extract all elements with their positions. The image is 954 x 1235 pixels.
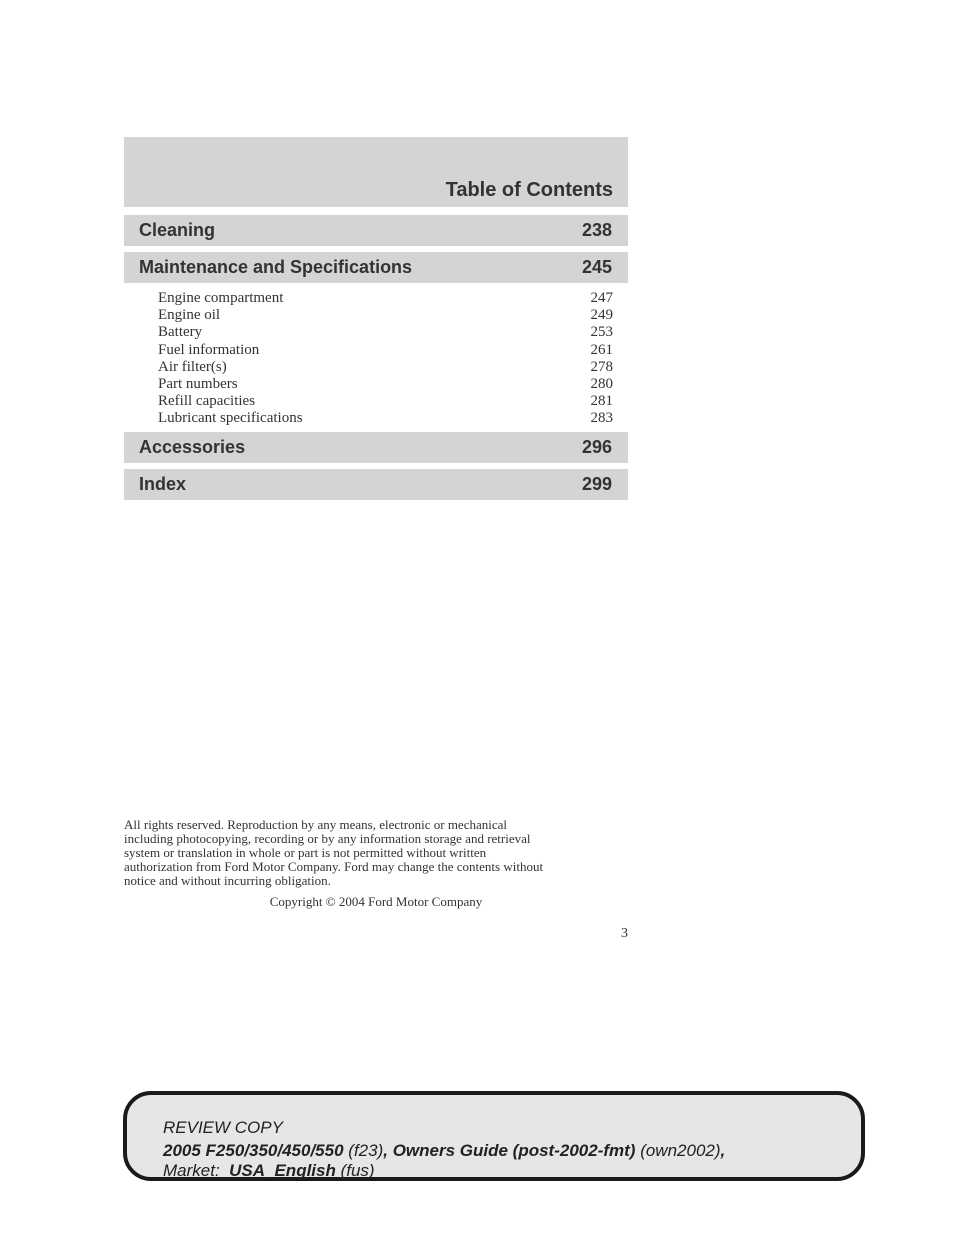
subsection-label: Engine oil: [158, 307, 221, 324]
section-page: 299: [581, 474, 612, 494]
page-number: 3: [621, 926, 628, 941]
subsection-page: 247: [590, 290, 613, 306]
legal-line: system or translation in whole or part is not permitted without written: [124, 845, 487, 860]
review-copy-box: [123, 1091, 865, 1181]
subsection-label: Lubricant specifications: [158, 410, 303, 427]
subsection-label: Air filter(s): [158, 358, 227, 375]
toc-subsection[interactable]: [158, 324, 613, 341]
review-market-label: Market:: [163, 1161, 230, 1180]
subsection-page: 280: [590, 375, 613, 392]
toc-section-maintenance[interactable]: [124, 252, 628, 283]
toc-subsection[interactable]: [158, 342, 613, 359]
subsection-label: Refill capacities: [158, 393, 256, 410]
legal-line: including photocopying, recording or by any information storage and retrieval: [124, 831, 531, 846]
review-market: USA_English: [229, 1161, 336, 1180]
section-page: 245: [581, 257, 612, 277]
toc-section-accessories[interactable]: [124, 432, 628, 463]
section-label: Cleaning: [139, 220, 216, 240]
subsection-label: Part numbers: [158, 375, 238, 392]
toc-subsection[interactable]: [158, 307, 613, 324]
review-sep: ,: [720, 1141, 726, 1160]
subsection-page: 253: [590, 324, 613, 341]
review-market-line: [163, 1161, 375, 1181]
review-label: REVIEW COPY: [163, 1118, 283, 1137]
legal-notice: [124, 818, 628, 888]
subsection-label: Engine compartment: [158, 290, 284, 306]
toc-header: [124, 137, 628, 207]
subsection-label: Battery: [158, 324, 203, 341]
toc-subsection[interactable]: [158, 410, 613, 427]
review-guide: Owners Guide (post-2002-fmt): [392, 1141, 636, 1160]
subsection-label: Fuel information: [158, 341, 260, 358]
section-label: Accessories: [139, 437, 246, 457]
review-guide-line: [163, 1141, 725, 1161]
section-label: Index: [139, 474, 187, 494]
subsection-page: 283: [590, 410, 613, 427]
review-market-code: (fus): [335, 1161, 375, 1180]
copyright: Copyright © 2004 Ford Motor Company: [269, 894, 483, 909]
toc-subsection[interactable]: [158, 393, 613, 410]
toc-subsection[interactable]: [158, 376, 613, 393]
toc-subsection[interactable]: [158, 290, 613, 307]
section-page: 238: [581, 220, 612, 240]
toc-title: Table of Contents: [445, 179, 613, 201]
toc-section-cleaning[interactable]: [124, 215, 628, 246]
subsection-page: 281: [590, 393, 613, 410]
subsection-page: 249: [590, 307, 613, 324]
legal-line: authorization from Ford Motor Company. Ford may change the contents without: [124, 859, 544, 874]
toc-subsection-list: [158, 290, 613, 428]
toc-section-index[interactable]: [124, 469, 628, 500]
review-model-code: (f23): [343, 1141, 384, 1160]
subsection-page: 261: [590, 341, 613, 358]
review-model: 2005 F250/350/450/550: [163, 1141, 344, 1160]
section-page: 296: [581, 437, 612, 457]
review-guide-code: (own2002): [635, 1141, 721, 1160]
legal-line: All rights reserved. Reproduction by any means, electronic or mechanical: [124, 817, 508, 832]
review-sep: ,: [383, 1141, 393, 1160]
toc-subsection[interactable]: [158, 359, 613, 376]
subsection-page: 278: [590, 358, 613, 375]
section-label: Maintenance and Specifications: [139, 257, 413, 277]
legal-line: notice and without incurring obligation.: [124, 873, 331, 888]
